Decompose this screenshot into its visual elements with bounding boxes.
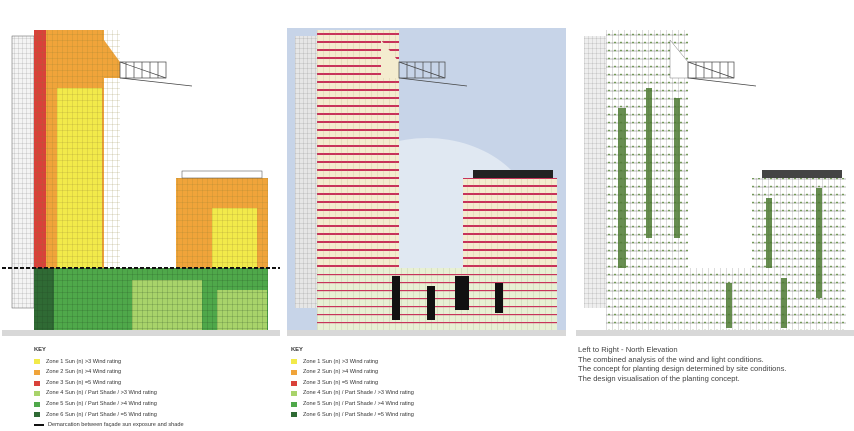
key-item-label: Zone 6 Sun (n) / Part Shade / =5 Wind rating [46,411,157,418]
zone-analysis-elevation [2,28,280,336]
demarcation-dash-icon [34,424,44,426]
sky-bridge [399,62,467,86]
key-item [34,410,184,421]
key-item-label: Zone 2 Sun (n) >4 Wind rating [46,369,122,376]
key-item-label: Zone 3 Sun (n) =5 Wind rating [46,379,122,386]
key-item [34,367,184,378]
key-swatch [34,402,40,407]
key-demarcation-label: Demarcation between façade sun exposure and shade [48,422,184,429]
key-swatch [291,359,297,364]
key-item [291,357,414,368]
key-swatch [34,370,40,375]
key-item [291,399,414,410]
caption-line-1: Left to Right - North Elevation [578,345,678,354]
caption [578,345,787,384]
key-item [291,378,414,389]
combined-analysis-elevation [287,28,566,336]
key-item [34,388,184,399]
caption-line-2: The combined analysis of the wind and light conditions. [578,354,764,364]
key-item [34,378,184,389]
key-item-label: Zone 4 Sun (n) / Part Shade / >3 Wind rating [303,390,414,397]
key-item-label: Zone 3 Sun (n) =5 Wind rating [303,379,379,386]
key-item-label: Zone 4 Sun (n) / Part Shade / >3 Wind rating [46,390,157,397]
key-swatch [291,391,297,396]
sky-bridge [688,62,756,86]
sky-bridge [120,62,192,86]
key-item [291,367,414,378]
key-title: KEY [34,347,46,353]
caption-line-4: The design visualisation of the planting concept. [578,374,740,384]
key-swatch [34,412,40,417]
key-item [34,399,184,410]
key-left [34,345,184,431]
podium [317,268,557,330]
combined-analysis-drawing [287,28,566,336]
key-item [291,410,414,421]
key-demarcation [34,420,184,431]
key-item-label: Zone 6 Sun (n) / Part Shade / =5 Wind rating [303,411,414,418]
key-item [291,388,414,399]
planting-visualisation-drawing [576,28,854,336]
key-swatch [291,370,297,375]
key-item-label: Zone 1 Sun (n) >3 Wind rating [303,358,379,365]
neighbour-building [295,36,317,308]
zone-analysis-drawing [2,28,280,336]
key-item-label: Zone 1 Sun (n) >3 Wind rating [46,358,122,365]
key-item-label: Zone 5 Sun (n) / Part Shade / >4 Wind rating [46,400,157,407]
key-swatch [291,412,297,417]
neighbour-building [584,36,606,308]
tower-2 [463,178,557,270]
key-middle [291,345,414,420]
key-swatch [34,359,40,364]
key-swatch [291,402,297,407]
key-swatch [34,381,40,386]
caption-line-3: The concept for planting design determined by site conditions. [578,364,787,374]
key-title: KEY [291,347,303,353]
key-item [34,357,184,368]
planting-visualisation-elevation [576,28,854,336]
key-swatch [34,391,40,396]
key-item-label: Zone 2 Sun (n) >4 Wind rating [303,369,379,376]
key-item-label: Zone 5 Sun (n) / Part Shade / >4 Wind rating [303,400,414,407]
key-swatch [291,381,297,386]
